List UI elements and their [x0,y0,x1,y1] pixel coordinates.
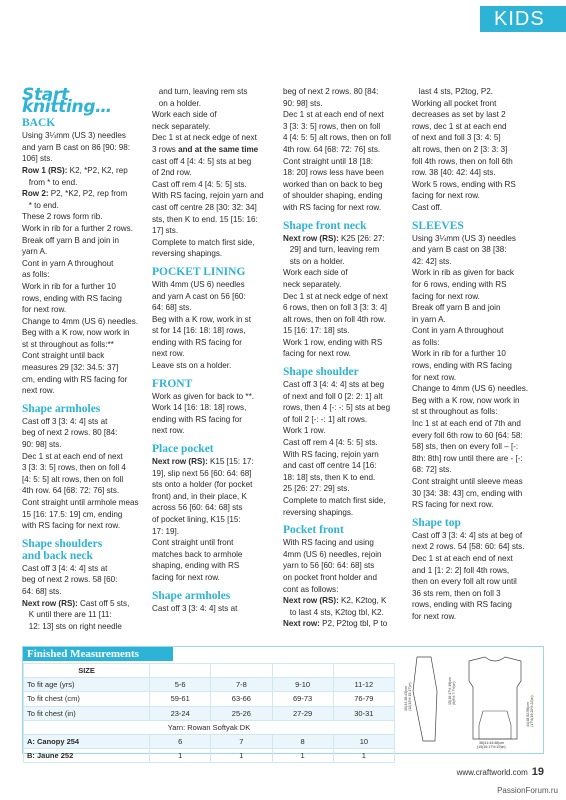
table-row: B: Jaune 252 1 1 1 1 [24,749,395,763]
front-armholes-text: Cast off 3 [3: 4: 4] sts at [152,603,238,613]
pocket-front-cont: last 4 sts, P2tog, P2. Working all pocket front decreases as set by last 2 rows, dec 1 st at each end of next and foll 3 [3: 4: 5] alt rows, then on 2 [3: 3: 3] foll 4th rows, then on foll 6th row. 38 [40: 42: 44] sts. Work 5 rows, ending with RS facing for next row. Cast off. [412,87,516,212]
garment-diagram [399,651,539,749]
place-pocket-heading: Place pocket [152,443,214,456]
size-row: SIZE [24,664,395,678]
svg-text:44(48:52:56)cm: 44(48:52:56)cm [526,701,530,727]
sleeves-heading: SLEEVES [412,219,464,232]
shape-top-text: Cast off 3 [3: 4: 4] sts at beg of next 2 rows. 54 [58: 60: 64] sts. Dec 1 st at each end of next and 1 [1: 2: 2] foll 4th rows, then on every foll alt row until 36 sts rem, then on foll 3 rows, ending with RS facing for next row. [412,530,525,621]
table-row: To fit chest (cm) 59-61 63-66 69-73 76-79 [24,692,395,706]
start-knitting-title: Start knitting… [22,85,112,117]
shape-shoulders-heading: Shape shoulders and back neck [22,537,103,562]
svg-text:(15(16:17½:19)in): (15(16:17½:19)in) [477,745,506,749]
front-heading: FRONT [152,377,193,390]
svg-text:(17½(19:20½:22)in): (17½(19:20½:22)in) [530,695,534,727]
page-footer [457,766,544,778]
pocket-front-heading: Pocket front [283,524,344,537]
sleeves-text: Using 3¼mm (US 3) needles and yarn B cast on 38 [38: 42: 42] sts. Work in rib as given for back for 6 rows, ending with RS facing for next row. Break off yarn B and join in yarn A. Cont in yarn A throughout as folls: Work in rib for a further 10 rows, ending with RS facing for next row. Change to 4mm (US 6) needles. Beg with a K row, now work in st st throughout as folls: Inc 1 st at each end of 7th and every foll 6th row to 60 [64: 58: 58] sts, then on every foll – [-: 8th: 8th] row until there are - [-: 68: 72] sts. Cont straight until sleeve meas 30 [34: 38: 43] cm, ending with RS facing for next row. [412,233,529,510]
svg-text:30(34:38:43)cm: 30(34:38:43)cm [404,685,408,711]
site-link[interactable]: www.craftworld.com [456,768,528,777]
back-shoulders-text: Cast off 3 [4: 4: 4] sts at beg of next 2 rows. 58 [60: 64: 68] sts. [22,563,118,596]
front-text: Work as given for back to **. Work 14 [16: 18: 18] rows, ending with RS facing for next row. [152,391,254,436]
back-text-1: Using 3¼mm (US 3) needles and yarn B cast on 86 [90: 98: 106] sts. [22,131,130,164]
watermark: PassionForum.ru [497,786,558,795]
finished-measurements [22,646,544,761]
section-tab: KIDS [480,6,566,32]
svg-text:(12(13½:15:17)in): (12(13½:15:17)in) [408,682,412,711]
shape-front-neck-heading: Shape front neck [283,219,367,232]
back-text-2: These 2 rows form rib. Work in rib for a further 2 rows. Break off yarn B and join in yarn A. Cont in yarn A throughout as folls: Work in rib for a further 10 rows, ending with RS facing for next row. Change to 4mm (US 6) needles. Beg with a K row, now work in st st throughout as folls:** Cont straight until back measures 29 [32: 34.5: 37] cm, ending with RS facing for next row. [22,212,139,396]
table-row: To fit chest (in) 23-24 25-26 27-29 30-31 [24,706,395,720]
pocket-lining-heading: POCKET LINING [152,265,246,278]
shape-top-heading: Shape top [412,516,461,529]
table-row: A: Canopy 254 6 7 8 10 [24,734,395,748]
pocket-front-text: With RS facing and using 4mm (US 6) needles, rejoin yarn to 56 [60: 64: 68] sts on pocket front holder and cont as follows: [283,538,382,594]
back-row2: Row 2: P2, *K2, P2, rep from * to end. [22,189,128,210]
neck-text: and turn, leaving rem sts on a holder. Work each side of neck separately. Dec 1 st at neck edge of next 3 rows and at the same time cast off 4 [4: 4: 5] sts at beg of 2nd row. Cast off rem 4 [4: 5: 5] sts. With RS facing, rejoin yarn and cast off centre 28 [30: 32: 34] sts, then K to end. 15 [15: 16: 17] sts. Complete to match first side, reversing shapings. [152,87,264,259]
back-heading: BACK [22,117,56,130]
table-row: To fit age (yrs) 5-6 7-8 9-10 11-12 [24,678,395,692]
svg-text:38(41:44:48)cm: 38(41:44:48)cm [479,741,505,745]
svg-text:15(16:17½:19)cm: 15(16:17½:19)cm [448,676,452,705]
measurements-table [23,663,395,763]
column-2 [152,86,274,614]
svg-text:(6(6½:7:7½)in): (6(6½:7:7½)in) [452,681,456,705]
shape-armholes-heading: Shape armholes [22,402,101,415]
shoulder-text: Cast off 3 [4: 4: 4] sts at beg of next and foll 0 [2: 2: 1] alt rows, then 4 [-: -: 5] sts at beg of foll 2 [-: -: 1] alt rows. Work 1 row. Cast off rem 4 [4: 5: 5] sts. With RS facing, rejoin yarn and cast off centre 14 [16: 18: 18] sts, then K to end. 25 [26: 27: 29] sts. Complete to match first side, reversing shapings. [283,380,391,517]
yarn-row: Yarn: Rowan Softyak DK [24,720,395,734]
column-3 [283,86,405,630]
place-pocket-text: Next row (RS): K15 [15: 17: 19], slip next 56 [60: 64: 68] sts onto a holder (for pocket front) and, in their place, K across 56 [60: 64: 68] sts of pocket lining, K15 [15: 17: 19]. Cont straight until front matches back to armhole shaping, ending with RS facing for next row. [152,457,254,582]
back-next-row: Next row (RS): Cast off 5 sts, K until there are 11 [11: 12: 13] sts on right needle [22,598,130,631]
back-armholes-text: Cast off 3 [3: 4: 4] sts at beg of next 2 rows. 80 [84: 90: 98] sts. Dec 1 st at each end of next 3 [3: 3: 5] rows, then on foll 4 [4: 5: 5] alt rows, then on foll 4th row. 64 [68: 72: 76] sts. Cont straight until armhole meas 15 [16: 17.5: 19] cm, ending with RS facing for next row. [22,416,139,531]
front-armholes-cont: beg of next 2 rows. 80 [84: 90: 98] sts. Dec 1 st at each end of next 3 [3: 3: 5] rows, then on foll 4 [4: 5: 5] alt rows, then on foll 4th row. 64 [68: 72: 76] sts. Cont straight until 18 [18: 18: 20] rows less have been worked than on back to beg of shoulder shaping, ending with RS facing for next row. [283,87,391,212]
page-number: 19 [531,766,544,778]
front-neck-text: Next row (RS): K25 [26: 27: 29] and turn, leaving rem sts on a holder. Work each side of neck separately. Dec 1 st at neck edge of next 6 rows, then on foll 3 [3: 3: 4] alt rows, then on foll 4th row. 15 [16: 17: 18] sts. Work 1 row, ending with RS facing for next row. [283,233,388,359]
back-row1: Row 1 (RS): K2, *P2, K2, rep from * to end. [22,165,128,187]
shape-shoulder-heading: Shape shoulder [283,366,359,379]
column-1 [22,85,142,632]
pocket-lining-text: With 4mm (US 6) needles and yarn A cast on 56 [60: 64: 68] sts. Beg with a K row, work in st st for 14 [16: 18: 18] rows, ending with RS facing for next row. Leave sts on a holder. [152,279,251,371]
pocket-front-row2: Next row: P2, P2tog tbl, P to [283,619,388,629]
measurements-title: Finished Measurements [23,647,173,661]
pocket-front-row1: Next row (RS): K2, K2tog, K to last 4 sts, K2tog tbl, K2. [283,596,387,617]
front-armholes-heading: Shape armholes [152,589,231,602]
column-4 [412,86,538,623]
